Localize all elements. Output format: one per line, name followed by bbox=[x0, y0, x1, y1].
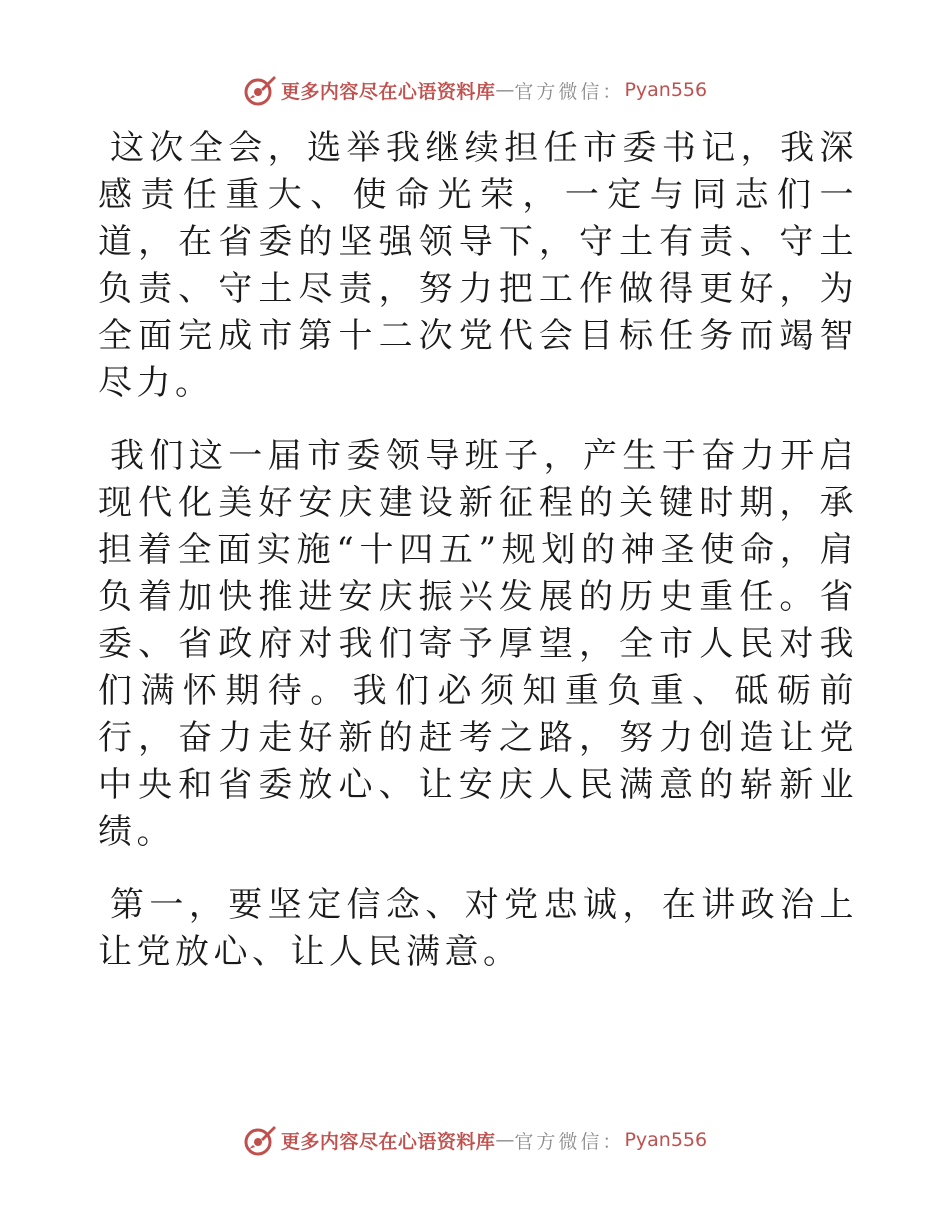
paragraph-1: 这次全会，选举我继续担任市委书记，我深感责任重大、使命光荣，一定与同志们一道，在省委的坚强领导下，守土有责、守土负责、守土尽责，努力把工作做得更好，为全面完成市第十二次党代会目标任务而竭智尽力。 bbox=[98, 128, 858, 403]
brush-seal-logo-icon bbox=[243, 73, 277, 107]
banner-separator: — bbox=[495, 1129, 515, 1151]
page-footer-banner bbox=[0, 1120, 950, 1160]
banner-wechat-label: 官方微信： bbox=[514, 80, 625, 103]
paragraph-3: 第一，要坚定信念、对党忠诚，在讲政治上让党放心、让人民满意。 bbox=[98, 885, 858, 972]
document-body bbox=[98, 125, 858, 1002]
brush-seal-logo-icon bbox=[243, 1123, 277, 1157]
banner-separator: — bbox=[495, 79, 515, 101]
paragraph-2: 我们这一届市委领导班子，产生于奋力开启现代化美好安庆建设新征程的关键时期，承担着全面实施“十四五”规划的神圣使命，肩负着加快推进安庆振兴发展的历史重任。省委、省政府对我们寄予厚望，全市人民对我们满怀期待。我们必须知重负重、砥砺前行，奋力走好新的赶考之路，努力创造让党中央和省委放心、让安庆人民满意的崭新业绩。 bbox=[98, 436, 858, 852]
banner-wechat-label: 官方微信： bbox=[514, 1130, 625, 1153]
page-header-banner bbox=[0, 70, 950, 110]
banner-text: 更多内容尽在心语资料库 bbox=[280, 1130, 496, 1153]
banner-wechat-id: Pyan556 bbox=[624, 79, 708, 101]
banner-wechat-id: Pyan556 bbox=[624, 1129, 708, 1151]
banner-text: 更多内容尽在心语资料库 bbox=[280, 80, 496, 103]
